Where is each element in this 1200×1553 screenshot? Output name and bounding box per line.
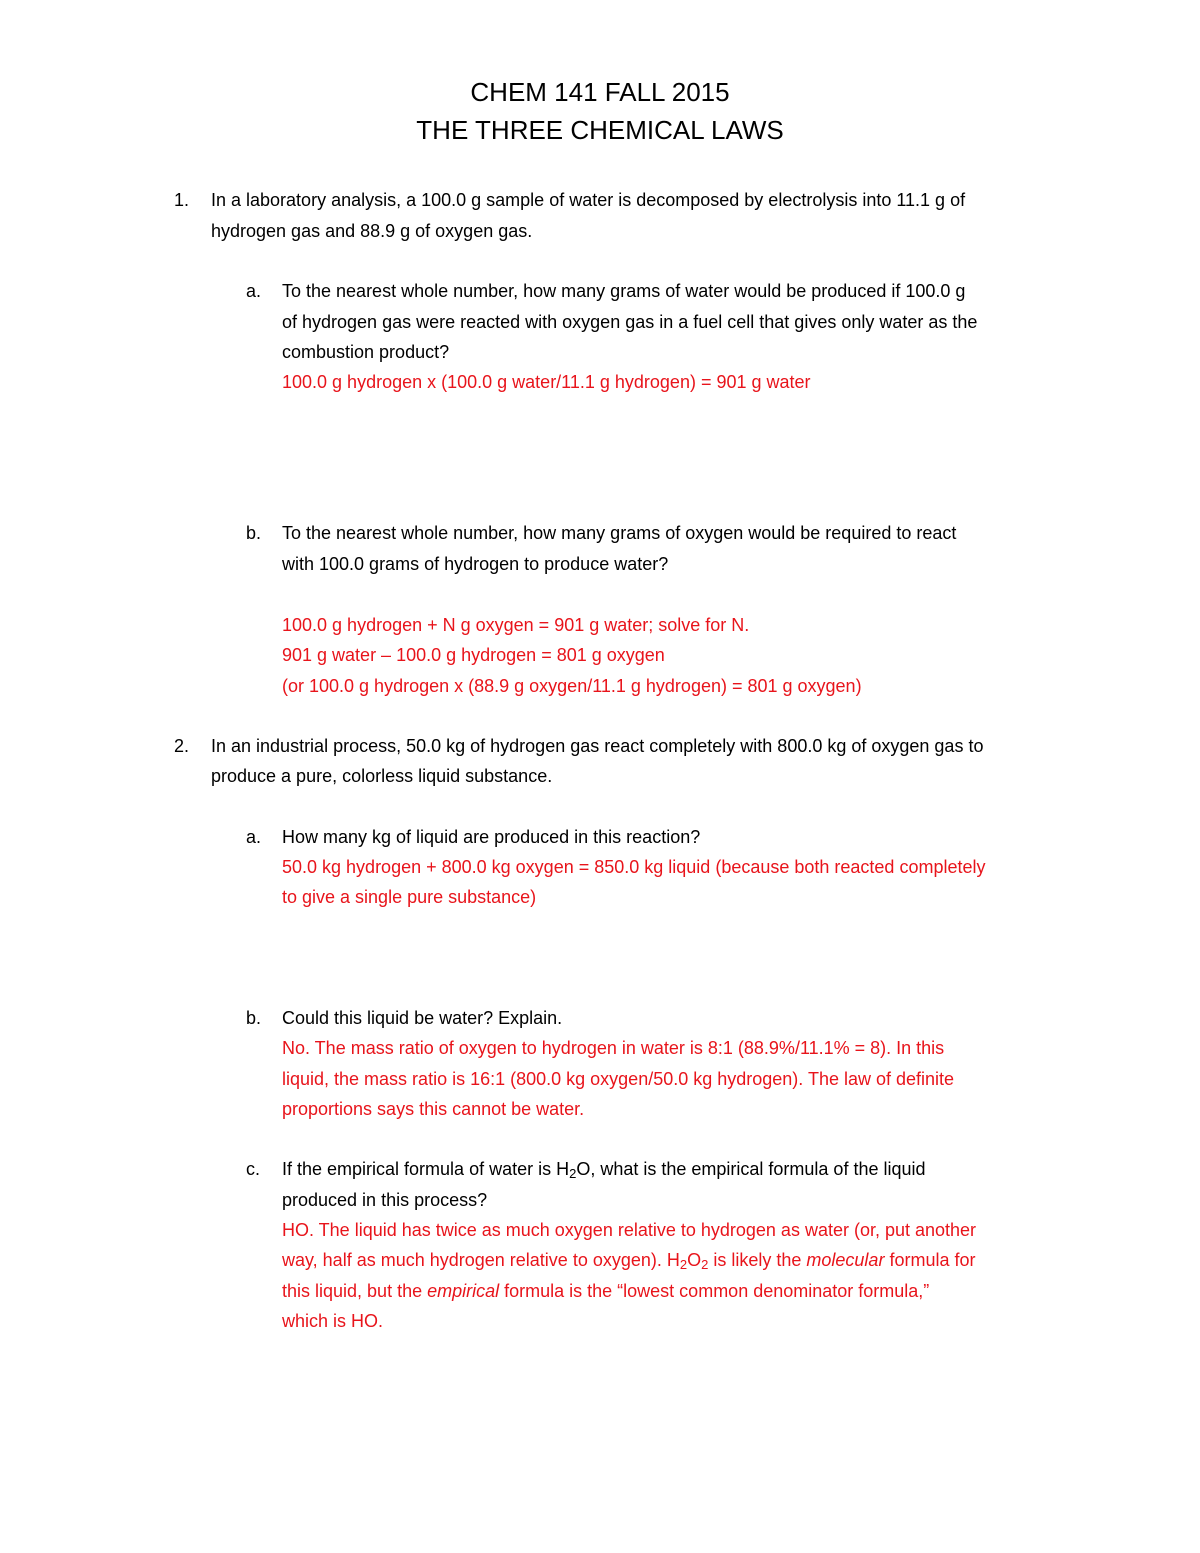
- question-1b-line-2: with 100.0 grams of hydrogen to produce water?: [282, 554, 669, 574]
- answer-2c-line-3: this liquid, but the empirical formula is the “lowest common denominator formula,”: [282, 1281, 930, 1301]
- question-2a-label: a.: [246, 827, 262, 847]
- question-1a-label: a.: [246, 281, 262, 301]
- course-heading: CHEM 141 FALL 2015: [470, 77, 730, 107]
- question-2a-line-1: How many kg of liquid are produced in this reaction?: [282, 827, 701, 847]
- question-1b-line-1: To the nearest whole number, how many grams of oxygen would be required to react: [282, 523, 957, 543]
- document-title: THE THREE CHEMICAL LAWS: [416, 115, 784, 145]
- question-1a-line-3: combustion product?: [282, 342, 450, 362]
- answer-2c-line-4: which is HO.: [282, 1311, 384, 1331]
- answer-1a: 100.0 g hydrogen x (100.0 g water/11.1 g hydrogen) = 901 g water: [282, 372, 811, 392]
- answer-1b-line-2: 901 g water – 100.0 g hydrogen = 801 g oxygen: [282, 645, 665, 665]
- answer-2a-line-2: to give a single pure substance): [282, 887, 537, 907]
- answer-1b-line-1: 100.0 g hydrogen + N g oxygen = 901 g water; solve for N.: [282, 615, 750, 635]
- answer-2c-line-1: HO. The liquid has twice as much oxygen relative to hydrogen as water (or, put another: [282, 1220, 977, 1240]
- question-1a-line-1: To the nearest whole number, how many grams of water would be produced if 100.0 g: [282, 281, 966, 301]
- answer-2b-line-1: No. The mass ratio of oxygen to hydrogen in water is 8:1 (88.9%/11.1% = 8). In this: [282, 1038, 945, 1058]
- question-1-text-line-1: In a laboratory analysis, a 100.0 g sample of water is decomposed by electrolysis into 11.1 g of: [211, 190, 966, 210]
- question-2b-label: b.: [246, 1008, 262, 1028]
- question-1-text-line-2: hydrogen gas and 88.9 g of oxygen gas.: [211, 221, 533, 241]
- question-1-number: 1.: [174, 190, 190, 210]
- question-2-text-line-2: produce a pure, colorless liquid substance.: [211, 766, 553, 786]
- question-1b-label: b.: [246, 523, 262, 543]
- question-2c-label: c.: [246, 1159, 261, 1179]
- answer-1b-line-3: (or 100.0 g hydrogen x (88.9 g oxygen/11.1 g hydrogen) = 801 g oxygen): [282, 676, 862, 696]
- question-2-text-line-1: In an industrial process, 50.0 kg of hydrogen gas react completely with 800.0 kg of oxygen gas to: [211, 736, 984, 756]
- question-1a-line-2: of hydrogen gas were reacted with oxygen gas in a fuel cell that gives only water as the: [282, 312, 978, 332]
- answer-2a-line-1: 50.0 kg hydrogen + 800.0 kg oxygen = 850.0 kg liquid (because both reacted completely: [282, 857, 986, 877]
- answer-2b-line-3: proportions says this cannot be water.: [282, 1099, 585, 1119]
- question-2c-line-2: produced in this process?: [282, 1190, 488, 1210]
- answer-2c-line-2: way, half as much hydrogen relative to oxygen). $H_2O_2$ is likely the molecular formula for: [282, 1250, 976, 1272]
- question-2b-line-1: Could this liquid be water? Explain.: [282, 1008, 563, 1028]
- answer-2b-line-2: liquid, the mass ratio is 16:1 (800.0 kg oxygen/50.0 kg hydrogen). The law of definite: [282, 1069, 955, 1089]
- question-2-number: 2.: [174, 736, 190, 756]
- question-2c-line-1: If the empirical formula of water is $H_2O$, what is the empirical formula of the liquid: [282, 1159, 926, 1181]
